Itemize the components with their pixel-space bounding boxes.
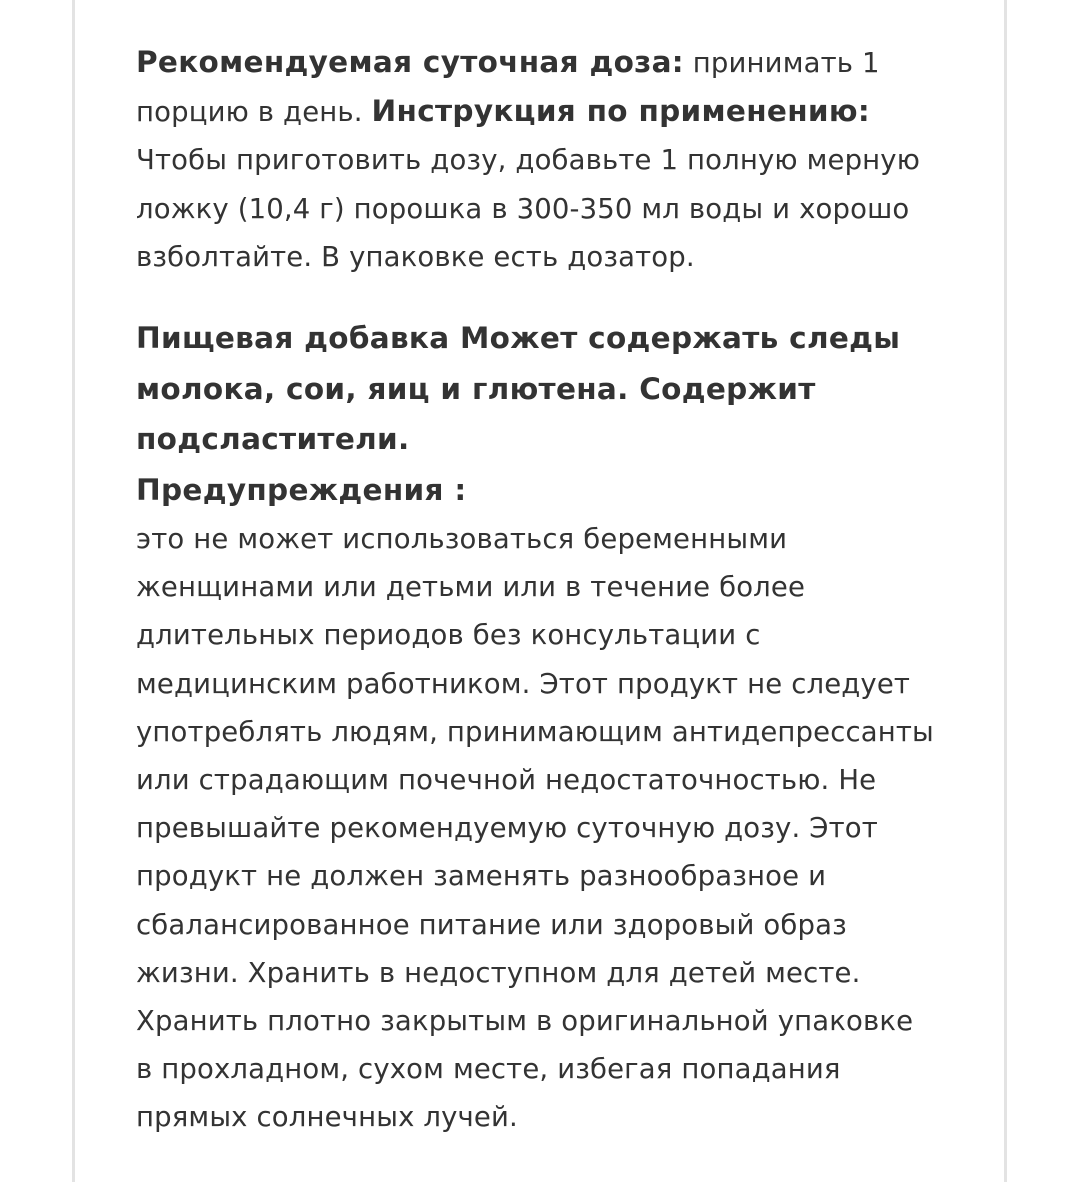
instructions-text: Чтобы приготовить дозу, добавьте 1 полную мерную ложку (10,4 г) порошка в 300-350 мл воды и хорошо взболтайте. В упаковке есть дозатор. [136, 144, 921, 273]
right-border-divider [1004, 0, 1007, 1182]
left-border-divider [72, 0, 75, 1182]
warnings-text: это не может использоваться беременными женщинами или детьми или в течение более длительных периодов без консультации с медицинским работником. Этот продукт не следует употреблять людям, принимающим антидепрессанты или страдающим почечной недостаточностью. Не превышайте рекомендуемую суточную дозу. Этот продукт не должен заменять разнообразное и сбалансированное питание или здоровый образ жизни. Хранить в недоступном для детей месте. Хранить плотно закрытым в оригинальной упаковке в прохладном, сухом месте, избегая попадания прямых солнечных лучей. [136, 523, 934, 1134]
dosage-paragraph [136, 38, 936, 281]
daily-dose-label: Рекомендуемая суточная доза: [136, 45, 684, 79]
supplement-note: Пищевая добавка Может содержать следы молока, сои, яиц и глютена. Содержит подсластители. [136, 321, 901, 457]
warnings-label: Предупреждения : [136, 472, 467, 507]
description-content [136, 38, 936, 1142]
daily-dose-text: принимать 1 порцию в день. [136, 47, 880, 129]
instructions-label: Инструкция по применению: [371, 94, 870, 129]
